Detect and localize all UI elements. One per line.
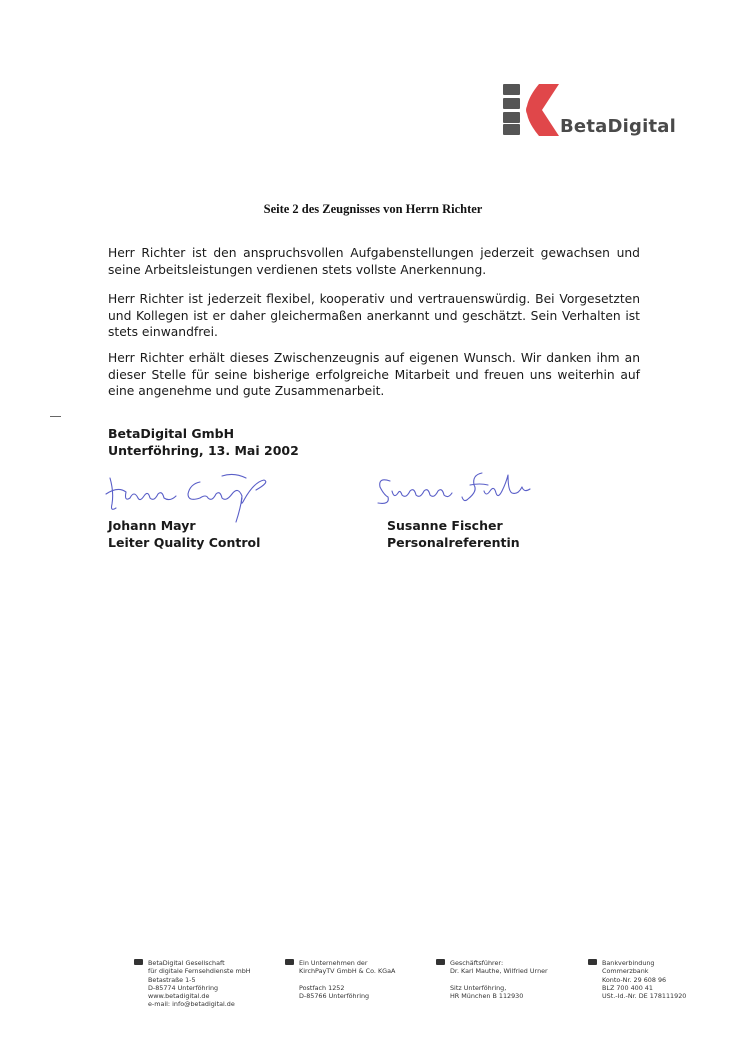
- footer-line: HR München B 112930: [450, 991, 524, 1000]
- signer-johann-mayr: [108, 518, 260, 551]
- signer-name: Susanne Fischer: [387, 518, 503, 533]
- betadigital-logo: [503, 84, 683, 136]
- signer-title: Leiter Quality Control: [108, 534, 261, 550]
- footer-line: USt.-Id.-Nr. DE 178111920: [602, 992, 687, 1001]
- footer-line: Konto-Nr. 29 608 96: [602, 975, 667, 984]
- footer-parent-company: [299, 959, 395, 1000]
- signer-title: Personalreferentin: [387, 534, 520, 550]
- footer-line: D-85766 Unterföhring: [299, 991, 370, 1000]
- footer-bullet-icon: [134, 959, 143, 965]
- footer-line: www.betadigital.de: [148, 992, 210, 1001]
- footer-bullet-icon: [588, 959, 597, 965]
- footer-bullet-icon: [285, 959, 294, 965]
- footer-line: BLZ 700 400 41: [602, 983, 653, 992]
- company-name: BetaDigital GmbH: [108, 426, 235, 441]
- paragraph-conduct: Herr Richter ist jederzeit flexibel, kooperativ und vertrauenswürdig. Bei Vorgesetzten und Kollegen ist er daher gleichermaßen anerkannt und geschätzt. Sein Verhalten ist stets einwandfrei.: [108, 292, 640, 339]
- footer-line: Bankverbindung: [602, 959, 655, 967]
- paragraph-closing: Herr Richter erhält dieses Zwischenzeugnis auf eigenen Wunsch. Wir danken ihm an dieser Stelle für seine bisherige erfolgreiche Mitarbeit und freuen uns weiterhin auf eine angenehme und gute Zusammenarbeit.: [108, 351, 640, 398]
- footer-line: KirchPayTV GmbH & Co. KGaA: [299, 967, 396, 976]
- footer-line: e-mail: info@betadigital.de: [148, 1000, 235, 1009]
- footer-line: BetaDigital Gesellschaft: [148, 959, 225, 967]
- footer-line: D-85774 Unterföhring: [148, 983, 219, 992]
- footer-line: Dr. Karl Mauthe, Wilfried Urner: [450, 967, 548, 976]
- closing-block: [108, 426, 299, 459]
- footer-company-address: [148, 959, 251, 1009]
- signature-susanne-fischer: [372, 465, 532, 515]
- footer-management: [450, 959, 548, 1000]
- footer-line: Postfach 1252: [299, 983, 345, 992]
- signer-susanne-fischer: [387, 518, 520, 551]
- signer-name: Johann Mayr: [108, 518, 196, 533]
- fold-mark: [50, 416, 61, 417]
- footer-bullet-icon: [436, 959, 445, 965]
- page-heading: Seite 2 des Zeugnisses von Herrn Richter: [263, 202, 483, 216]
- footer-line: Sitz Unterföhring,: [450, 983, 507, 992]
- footer-spacer: [299, 976, 395, 984]
- paragraph-performance: Herr Richter ist den anspruchsvollen Aufgabenstellungen jederzeit gewachsen und seine Arbeitsleistungen verdienen stets vollste Anerkennung.: [108, 246, 640, 277]
- place-date: Unterföhring, 13. Mai 2002: [108, 442, 299, 458]
- footer-line: Ein Unternehmen der: [299, 959, 368, 967]
- logo-k-icon: [525, 84, 559, 136]
- footer-bank: [602, 959, 686, 1000]
- footer-line: für digitale Fernsehdienste mbH: [148, 967, 251, 976]
- footer-spacer: [450, 976, 548, 984]
- logo-text: BetaDigital: [560, 116, 676, 137]
- footer-line: Geschäftsführer:: [450, 959, 504, 967]
- footer-line: Betastraße 1-5: [148, 975, 196, 984]
- footer-line: Commerzbank: [602, 967, 649, 976]
